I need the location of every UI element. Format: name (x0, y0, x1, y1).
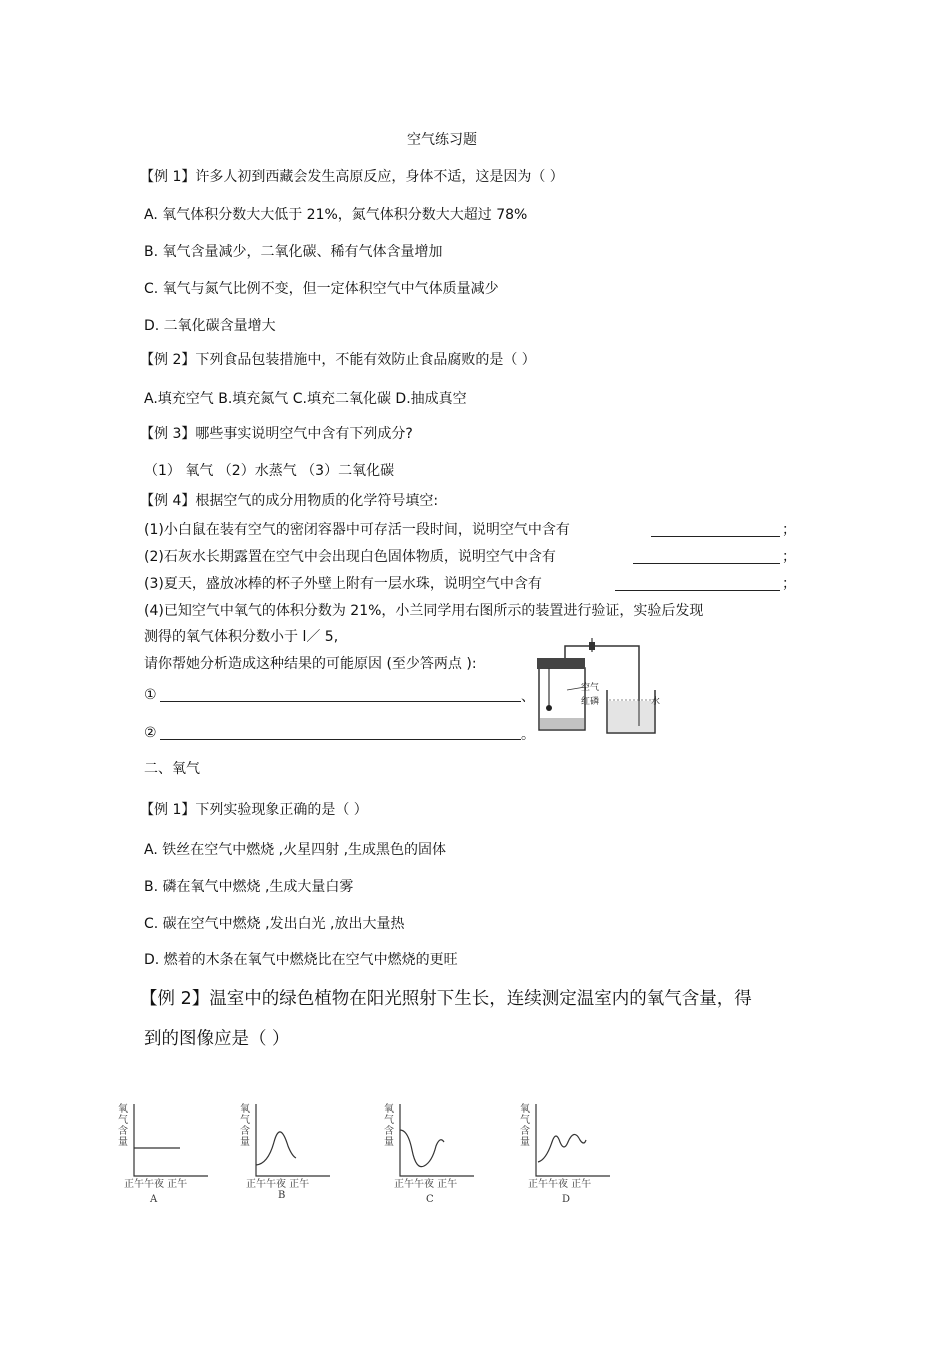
label-water: 水 (651, 697, 661, 707)
graph-d-curve (538, 1134, 586, 1162)
apparatus-figure (527, 638, 667, 736)
ex4-q4-line1: (4)已知空气中氧气的体积分数为 21%，小兰同学用右图所示的装置进行验证，实验后发现 (144, 603, 704, 619)
ex4-q1: (1)小白鼠在装有空气的密闭容器中可存活一段时间，说明空气中含有 (144, 522, 570, 538)
graph-c-letter: C (426, 1194, 434, 1205)
graph-b-letter: B (278, 1190, 286, 1201)
ex4-q2-answer-blank (633, 563, 780, 564)
graph-b-ylabel: 氧气含量 (240, 1104, 250, 1148)
reason1-marker: ① (144, 687, 157, 703)
reason1-answer-blank (160, 701, 521, 702)
ex1-option-c: C. 氧气与氮气比例不变，但一定体积空气中气体质量减少 (144, 281, 499, 297)
graph-c-curve (400, 1130, 444, 1167)
graph-c-xlabel: 正午午夜 正午 (394, 1179, 458, 1190)
ex4-q4-line2: 测得的氧气体积分数小于 l／ 5, (144, 629, 339, 645)
ex4-q1-answer-blank (651, 536, 780, 537)
graph-b-xlabel: 正午午夜 正午 (246, 1179, 310, 1190)
page-title: 空气练习题 (407, 132, 477, 148)
graph-a-ylabel: 氧气含量 (118, 1104, 128, 1148)
ex4-q2: (2)石灰水长期露置在空气中会出现白色固体物质，说明空气中含有 (144, 549, 556, 565)
o-ex2-line2: 到的图像应是（ ） (144, 1029, 290, 1049)
graph-a-letter: A (150, 1194, 158, 1205)
ex4-q2-semicolon: ； (782, 549, 796, 565)
ex4-q4-line3: 请你帮她分析造成这种结果的可能原因 (至少答两点 ): (144, 656, 477, 672)
o-ex2-line1: 【例 2】温室中的绿色植物在阳光照射下生长，连续测定温室内的氧气含量，得 (140, 989, 752, 1009)
graph-d (520, 1102, 610, 1205)
ex2-options: A.填充空气 B.填充氮气 C.填充二氧化碳 D.抽成真空 (144, 391, 467, 407)
graph-c-ylabel: 氧气含量 (384, 1104, 394, 1148)
graph-d-ylabel: 氧气含量 (520, 1104, 530, 1148)
graph-d-letter: D (562, 1194, 571, 1205)
ex4-q3-answer-blank (615, 590, 780, 591)
ex1-option-b: B. 氧气含量减少，二氧化碳、稀有气体含量增加 (144, 244, 443, 260)
label-air: 空气 (581, 683, 600, 693)
ex3-items: （1） 氧气 （2）水蒸气 （3）二氧化碳 (144, 463, 395, 479)
graph-a (118, 1102, 208, 1205)
reason2-marker: ② (144, 725, 157, 741)
graph-b (240, 1102, 330, 1201)
reason2-answer-blank (160, 739, 521, 740)
graph-d-xlabel: 正午午夜 正午 (528, 1179, 592, 1190)
ex1-option-a: A. 氧气体积分数大大低于 21%，氮气体积分数大大超过 78% (144, 207, 528, 223)
o-ex1-option-c: C. 碳在空气中燃烧 ,发出白光 ,放出大量热 (144, 916, 405, 932)
ex4-stem: 【例 4】根据空气的成分用物质的化学符号填空: (140, 493, 439, 509)
graph-b-curve (256, 1132, 296, 1165)
o-ex1-option-b: B. 磷在氧气中燃烧 ,生成大量白雾 (144, 879, 354, 895)
label-phosphorus: 红磷 (581, 697, 600, 707)
graphs-figure (118, 1090, 678, 1205)
ex4-q3-semicolon: ； (782, 576, 796, 592)
jar-stopper (537, 658, 585, 669)
ex4-q1-semicolon: ； (782, 522, 796, 538)
graph-a-xlabel: 正午午夜 正午 (124, 1179, 188, 1190)
graph-c (384, 1102, 474, 1205)
o-ex1-stem: 【例 1】下列实验现象正确的是（ ） (140, 802, 368, 818)
o-ex1-option-d: D. 燃着的木条在氧气中燃烧比在空气中燃烧的更旺 (144, 952, 458, 968)
ex3-stem: 【例 3】哪些事实说明空气中含有下列成分? (140, 426, 413, 442)
reason2-end: 。 (521, 727, 535, 743)
section2-heading: 二、氧气 (144, 761, 200, 777)
reason1-end: 、 (521, 689, 535, 705)
ex1-stem: 【例 1】许多人初到西藏会发生高原反应，身体不适，这是因为（ ） (140, 169, 564, 185)
ex4-q3: (3)夏天，盛放冰棒的杯子外壁上附有一层水珠，说明空气中含有 (144, 576, 542, 592)
ex1-option-d: D. 二氧化碳含量增大 (144, 318, 276, 334)
o-ex1-option-a: A. 铁丝在空气中燃烧 ,火星四射 ,生成黑色的固体 (144, 842, 447, 858)
ex2-stem: 【例 2】下列食品包装措施中，不能有效防止食品腐败的是（ ） (140, 352, 536, 368)
